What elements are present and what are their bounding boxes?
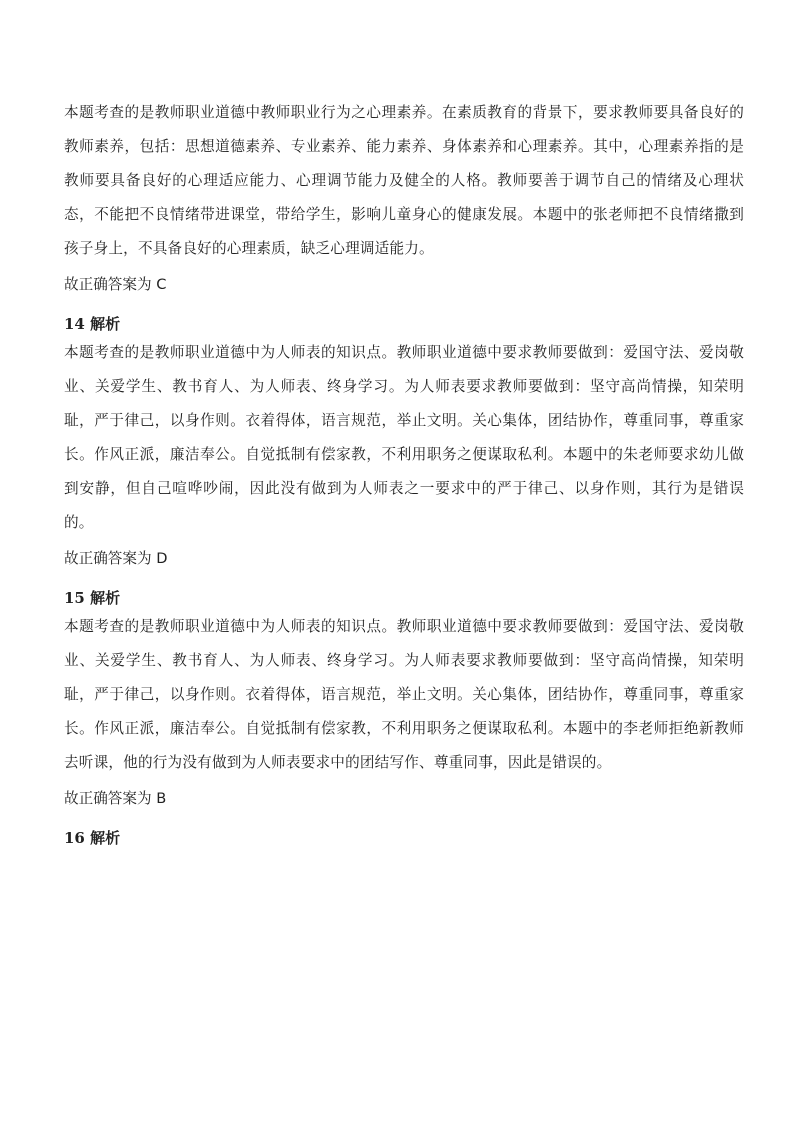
section-15-answer: 故正确答案为 B bbox=[64, 790, 167, 807]
document-page bbox=[64, 96, 744, 850]
section-15-heading: 15 解析 bbox=[64, 589, 121, 607]
section-13-paragraph: 本题考查的是教师职业道德中教师职业行为之心理素养。在素质教育的背景下，要求教师要具备良好的教师素养，包括：思想道德素养、专业素养、能力素养、身体素养和心理素养。其中，心理素养指的是教师要具备良好的心理适应能力、心理调节能力及健全的人格。教师要善于调节自己的情绪及心理状态，不能把不良情绪带进课堂，带给学生，影响儿童身心的健康发展。本题中的张老师把不良情绪撒到孩子身上，不具备良好的心理素质，缺乏心理调适能力。 bbox=[64, 104, 744, 257]
section-14-paragraph: 本题考查的是教师职业道德中为人师表的知识点。教师职业道德中要求教师要做到：爱国守法、爱岗敬业、关爱学生、教书育人、为人师表、终身学习。为人师表要求教师要做到：坚守高尚情操，知荣明耻，严于律己，以身作则。衣着得体，语言规范，举止文明。关心集体，团结协作，尊重同事，尊重家长。作风正派，廉洁奉公。自觉抵制有偿家教，不利用职务之便谋取私利。本题中的朱老师要求幼儿做到安静，但自己喧哗吵闹，因此没有做到为人师表之一要求中的严于律己、以身作则，其行为是错误的。 bbox=[64, 344, 744, 531]
section-16-heading: 16 解析 bbox=[64, 829, 121, 847]
section-14-heading: 14 解析 bbox=[64, 315, 121, 333]
section-13-answer: 故正确答案为 C bbox=[64, 276, 167, 293]
section-15-paragraph: 本题考查的是教师职业道德中为人师表的知识点。教师职业道德中要求教师要做到：爱国守法、爱岗敬业、关爱学生、教书育人、为人师表、终身学习。为人师表要求教师要做到：坚守高尚情操，知荣明耻，严于律己，以身作则。衣着得体，语言规范，举止文明。关心集体，团结协作，尊重同事，尊重家长。作风正派，廉洁奉公。自觉抵制有偿家教，不利用职务之便谋取私利。本题中的李老师拒绝新教师去听课，他的行为没有做到为人师表要求中的团结写作、尊重同事，因此是错误的。 bbox=[64, 618, 744, 771]
section-14-answer: 故正确答案为 D bbox=[64, 550, 168, 567]
